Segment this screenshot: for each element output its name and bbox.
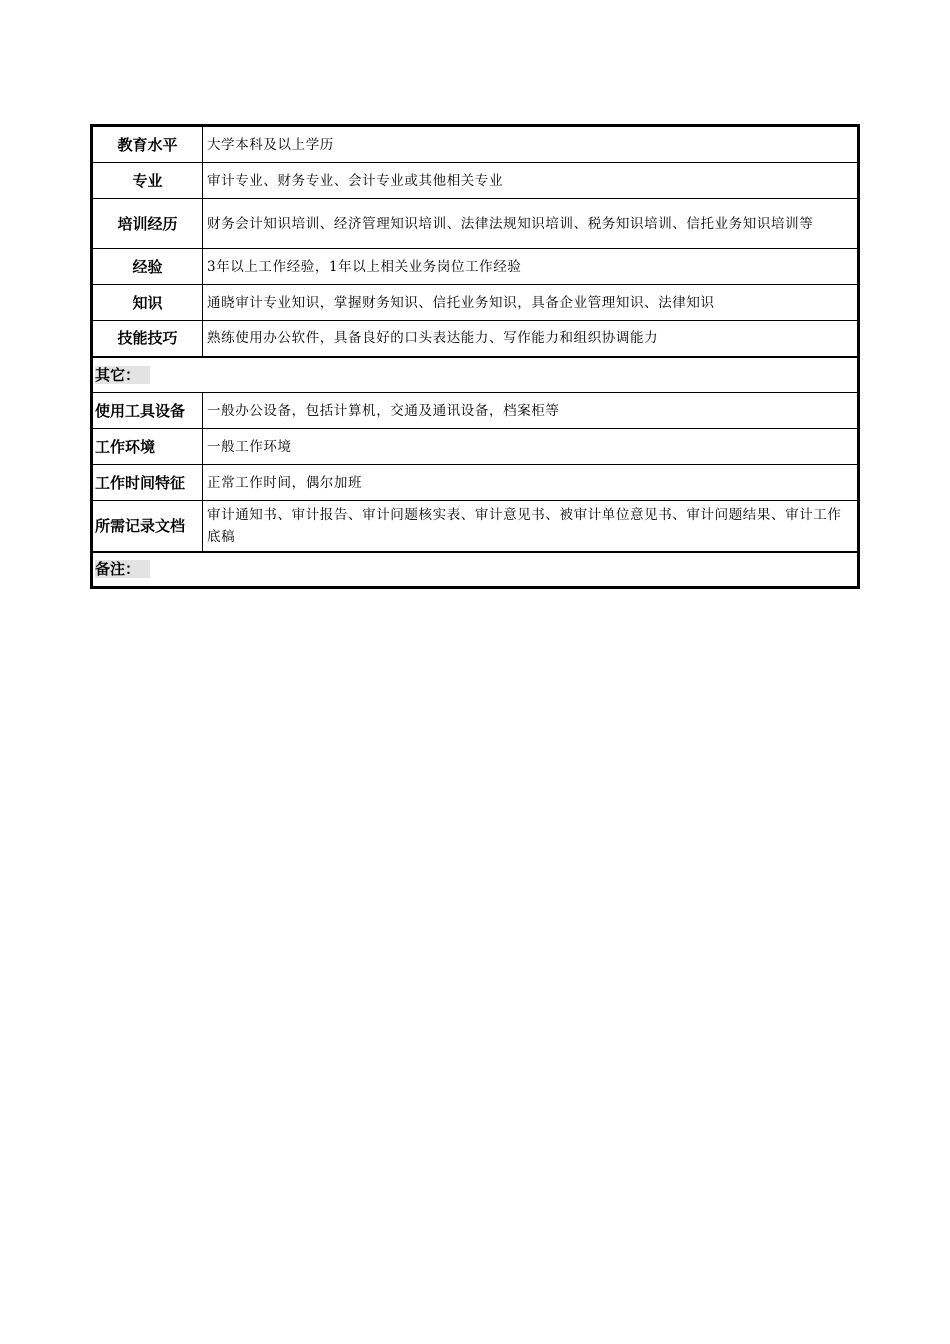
row-label-knowledge: 知识	[93, 285, 203, 321]
table-row	[93, 163, 858, 199]
table-row	[93, 393, 858, 429]
row-value-documents: 审计通知书、审计报告、审计问题核实表、审计意见书、被审计单位意见书、审计问题结果、审计工作底稿	[203, 501, 858, 552]
row-value-environment: 一般工作环境	[203, 429, 858, 465]
table-row	[93, 285, 858, 321]
section-heading-remarks-text: 备注：	[95, 560, 150, 578]
row-value-knowledge: 通晓审计专业知识，掌握财务知识、信托业务知识，具备企业管理知识、法律知识	[203, 285, 858, 321]
row-label-tools: 使用工具设备	[93, 393, 203, 429]
row-label-skills: 技能技巧	[93, 321, 203, 357]
table-row	[93, 429, 858, 465]
section-row-remarks	[93, 552, 858, 587]
row-label-training: 培训经历	[93, 199, 203, 249]
section-heading-other-text: 其它：	[95, 366, 150, 384]
table-row	[93, 199, 858, 249]
row-label-work-time: 工作时间特征	[93, 465, 203, 501]
table-row	[93, 249, 858, 285]
table-row	[93, 127, 858, 163]
row-label-experience: 经验	[93, 249, 203, 285]
row-value-skills: 熟练使用办公软件，具备良好的口头表达能力、写作能力和组织协调能力	[203, 321, 858, 357]
row-value-training: 财务会计知识培训、经济管理知识培训、法律法规知识培训、税务知识培训、信托业务知识培训等	[203, 199, 858, 249]
table-row	[93, 501, 858, 552]
row-value-tools: 一般办公设备，包括计算机，交通及通讯设备，档案柜等	[203, 393, 858, 429]
job-description-table	[90, 124, 860, 589]
table-row	[93, 465, 858, 501]
section-row-other	[93, 357, 858, 393]
table-row	[93, 321, 858, 357]
section-heading-remarks	[93, 552, 858, 587]
section-heading-other	[93, 357, 858, 393]
row-label-major: 专业	[93, 163, 203, 199]
row-value-experience: 3年以上工作经验，1年以上相关业务岗位工作经验	[203, 249, 858, 285]
row-value-work-time: 正常工作时间，偶尔加班	[203, 465, 858, 501]
row-value-education: 大学本科及以上学历	[203, 127, 858, 163]
row-value-major: 审计专业、财务专业、会计专业或其他相关专业	[203, 163, 858, 199]
row-label-education: 教育水平	[93, 127, 203, 163]
row-label-environment: 工作环境	[93, 429, 203, 465]
row-label-documents: 所需记录文档	[93, 501, 203, 552]
